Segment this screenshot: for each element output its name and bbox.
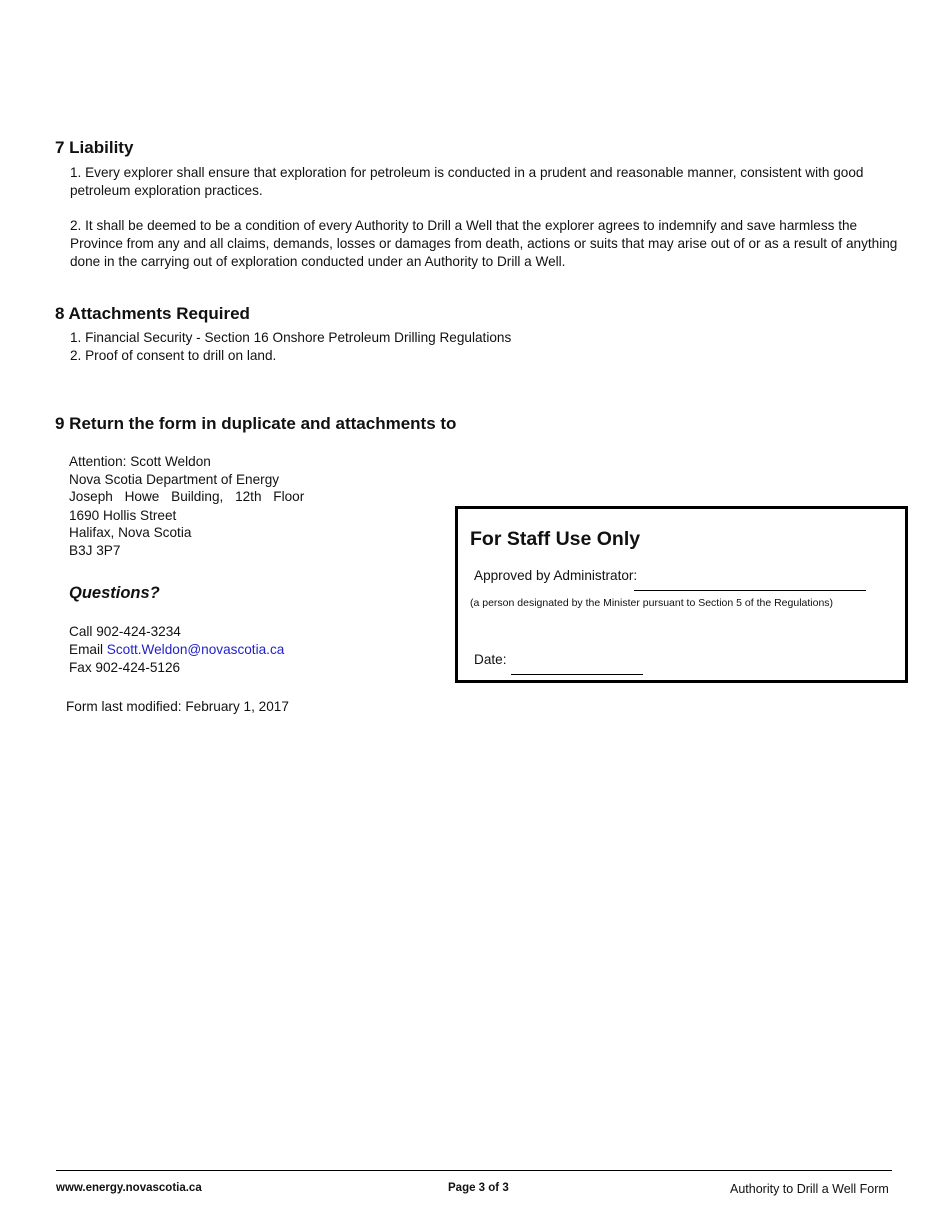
- section-7-heading: 7 Liability: [55, 138, 134, 157]
- email-line: [69, 642, 284, 657]
- section-8-heading: 8 Attachments Required: [55, 304, 250, 323]
- staff-box-title: For Staff Use Only: [470, 528, 641, 550]
- last-modified-date: Form last modified: February 1, 2017: [66, 699, 289, 714]
- footer-form-name: Authority to Drill a Well Form: [730, 1182, 889, 1196]
- staff-use-box: [455, 506, 908, 683]
- address-line: B3J 3P7: [69, 543, 121, 558]
- address-line: 1690 Hollis Street: [69, 508, 177, 523]
- footer-website: www.energy.novascotia.ca: [56, 1182, 202, 1194]
- email-label: Email: [69, 642, 107, 657]
- administrator-note: (a person designated by the Minister pursuant to Section 5 of the Regulations): [470, 597, 834, 609]
- address-line: Attention: Scott Weldon: [69, 454, 211, 469]
- address-line: Nova Scotia Department of Energy: [69, 472, 280, 487]
- liability-paragraph-2: 2. It shall be deemed to be a condition of every Authority to Drill a Well that the explorer agrees to indemnify and save harmless the Province from any and all claims, demands, losses or damages from death, actions or suits that may arise out of or as a result of anything done in the carrying out of exploration conducted under an Authority to Drill a Well.: [70, 218, 898, 269]
- attachment-item-1: 1. Financial Security - Section 16 Onshore Petroleum Drilling Regulations: [70, 330, 512, 345]
- email-link[interactable]: Scott.Weldon@novascotia.ca: [106, 642, 285, 657]
- approved-by-signature-line[interactable]: [634, 590, 866, 591]
- address-line: Joseph Howe Building, 12th Floor: [69, 489, 305, 504]
- approved-by-label: Approved by Administrator:: [474, 568, 638, 583]
- date-signature-line[interactable]: [511, 674, 643, 675]
- questions-heading: Questions?: [69, 584, 160, 602]
- section-9-heading: 9 Return the form in duplicate and attachments to: [55, 414, 457, 433]
- address-line: Halifax, Nova Scotia: [69, 525, 192, 540]
- date-label: Date:: [474, 652, 507, 667]
- phone-number: Call 902-424-3234: [69, 624, 181, 639]
- attachment-item-2: 2. Proof of consent to drill on land.: [70, 348, 277, 363]
- liability-paragraph-1: 1. Every explorer shall ensure that exploration for petroleum is conducted in a prudent and reasonable manner, consistent with good petroleum exploration practices.: [70, 165, 864, 198]
- fax-number: Fax 902-424-5126: [69, 660, 181, 675]
- footer-page-number: Page 3 of 3: [448, 1182, 509, 1194]
- footer-divider: [56, 1170, 892, 1171]
